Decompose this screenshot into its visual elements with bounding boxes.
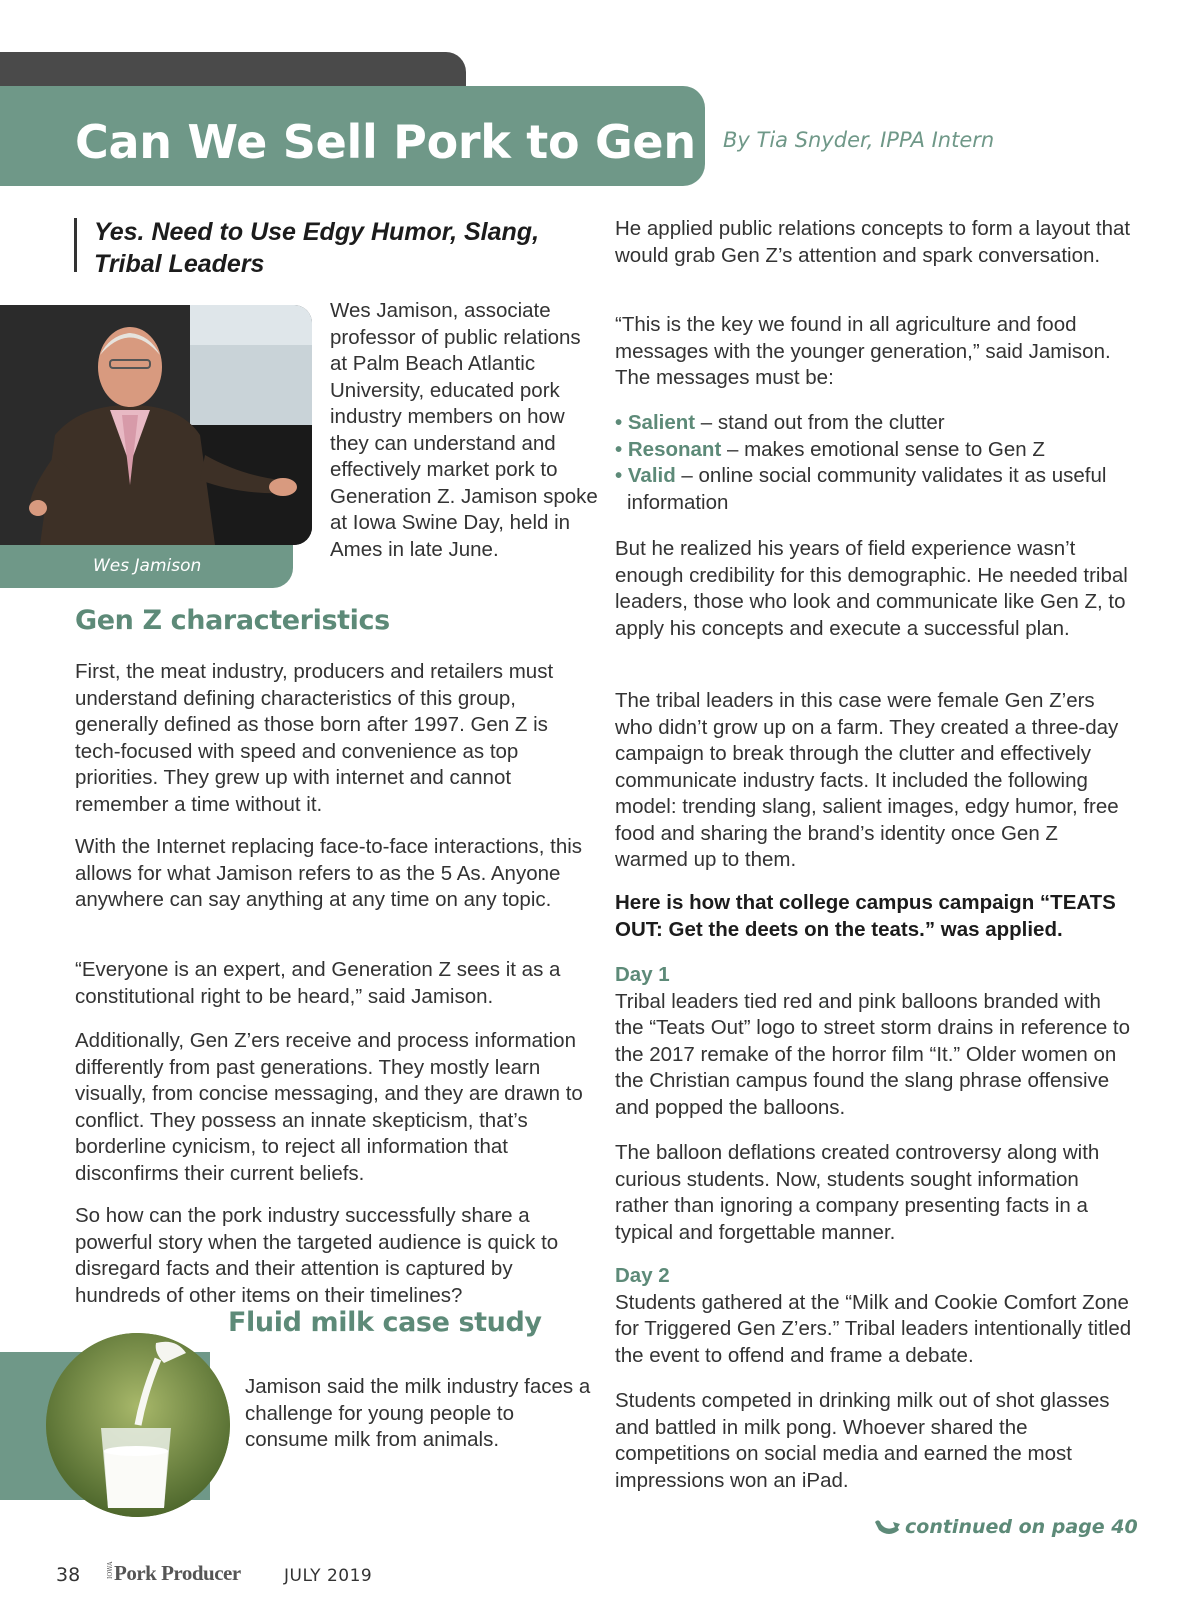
bullet-icon: •	[615, 411, 628, 434]
right-paragraph-1: He applied public relations concepts to form a layout that would grab Gen Z’s attention and spark conversation.	[615, 217, 1131, 267]
campaign-intro: Here is how that college campus campaign “TEATS OUT: Get the deets on the teats.” was applied.	[615, 891, 1116, 941]
photo-caption: Wes Jamison	[93, 556, 202, 576]
subhead-rule	[74, 218, 77, 272]
bullet-key: Valid	[627, 464, 676, 487]
right-paragraph-2: “This is the key we found in all agriculture and food messages with the younger generation,” said Jamison. The messages must be:	[615, 313, 1111, 389]
speaker-illustration	[0, 305, 312, 545]
subhead-line-2: Tribal Leaders	[94, 250, 265, 278]
article-title: Can We Sell Pork to Gen Z?	[75, 115, 771, 169]
milk-glass-illustration	[46, 1333, 230, 1517]
day-1-heading: Day 1	[615, 963, 670, 986]
byline: By Tia Snyder, IPPA Intern	[723, 128, 995, 152]
right-paragraph-4: The tribal leaders in this case were female Gen Z’ers who didn’t grow up on a farm. They created a three-day campaign to break through the clutter and effectively communicate industry facts. It included the following model: trending slang, salient images, edgy humor, free food and sharing the brand’s identity once Gen Z warmed up to them.	[615, 689, 1119, 871]
day-1-text: Tribal leaders tied red and pink balloons branded with the “Teats Out” logo to street storm drains in reference to the 2017 remake of the horror film “It.” Older women on the Christian campus found the slang phrase offensive and popped the balloons.	[615, 989, 1131, 1119]
speaker-photo	[0, 305, 312, 545]
issue-date: JULY 2019	[284, 1566, 373, 1586]
bullet-icon: •	[615, 437, 628, 461]
pork-producer-logo	[106, 1559, 256, 1587]
bullet-key: Resonant	[627, 437, 722, 461]
right-paragraph-3: But he realized his years of field experience wasn’t enough credibility for this demographic. He needed tribal leaders, those who look and communicate like Gen Z, to apply his concepts and execute a successful plan.	[615, 537, 1128, 640]
message-criteria-list	[615, 410, 1135, 516]
day-2-block	[615, 1263, 1135, 1369]
page-number: 38	[56, 1564, 81, 1586]
right-paragraph-6: The balloon deflations created controversy along with curious students. Now, students sought information rather than ignoring a company presenting facts in a typical and forgettable manner.	[615, 1141, 1100, 1244]
subhead	[94, 216, 564, 280]
right-paragraph-7: Students competed in drinking milk out of shot glasses and battled in milk pong. Whoever shared the competitions on social media and earned the most impressions won an iPad.	[615, 1389, 1110, 1492]
left-paragraph-2: With the Internet replacing face-to-face interactions, this allows for what Jamison refers to as the 5 As. Anyone anywhere can say anything at any time on any topic.	[75, 835, 583, 911]
pig-arrow-icon	[873, 1516, 901, 1538]
left-paragraph-6: Jamison said the milk industry faces a challenge for young people to consume milk from animals.	[245, 1375, 591, 1451]
continued-link[interactable]: continued on page 40	[905, 1516, 1138, 1538]
left-paragraph-4: Additionally, Gen Z’ers receive and process information differently from past generations. They mostly learn visually, from concise messaging, and they are drawn to conflict. They possess an innate skepticism, that’s borderline cynicism, to reject all information that disconfirms their current beliefs.	[75, 1029, 583, 1185]
left-paragraph-1: First, the meat industry, producers and retailers must understand defining characteristics of this group, generally defined as those born after 1997. Gen Z is tech-focused with speed and convenience as top priorities. They grew up with internet and cannot remember a time without it.	[75, 660, 554, 816]
section-heading-milk: Fluid milk case study	[228, 1307, 542, 1338]
left-paragraph-3: “Everyone is an expert, and Generation Z sees it as a constitutional right to be heard,” said Jamison.	[75, 958, 561, 1008]
list-item	[615, 437, 1135, 464]
day-2-text: Students gathered at the “Milk and Cookie Comfort Zone for Triggered Gen Z’ers.” Tribal leaders intentionally titled the event to offend and frame a debate.	[615, 1290, 1132, 1367]
day-2-heading: Day 2	[615, 1264, 670, 1287]
logo-text: Pork Producer	[114, 1561, 241, 1585]
bullet-text: – makes emotional sense to Gen Z	[721, 437, 1045, 461]
bullet-text: – stand out from the clutter	[695, 411, 945, 434]
bullet-text: – online social community validates it as useful information	[627, 464, 1107, 514]
bullet-icon: •	[615, 464, 628, 487]
bullet-key: Salient	[627, 411, 696, 434]
day-1-block	[615, 962, 1135, 1121]
section-heading-genz: Gen Z characteristics	[75, 605, 390, 636]
list-item	[615, 463, 1135, 516]
intro-paragraph: Wes Jamison, associate professor of public relations at Palm Beach Atlantic University, educated pork industry members on how they can understand and effectively market pork to Generation Z. Jamison spoke at Iowa Swine Day, held in Ames in late June.	[330, 299, 598, 561]
logo-small-text: IOWA	[107, 1561, 114, 1579]
left-paragraph-5: So how can the pork industry successfully share a powerful story when the targeted audience is quick to disregard facts and their attention is captured by hundreds of other items on their timelines?	[75, 1204, 559, 1307]
list-item	[615, 410, 1135, 437]
subhead-line-1: Yes. Need to Use Edgy Humor, Slang,	[94, 218, 540, 246]
milk-photo	[46, 1333, 230, 1517]
